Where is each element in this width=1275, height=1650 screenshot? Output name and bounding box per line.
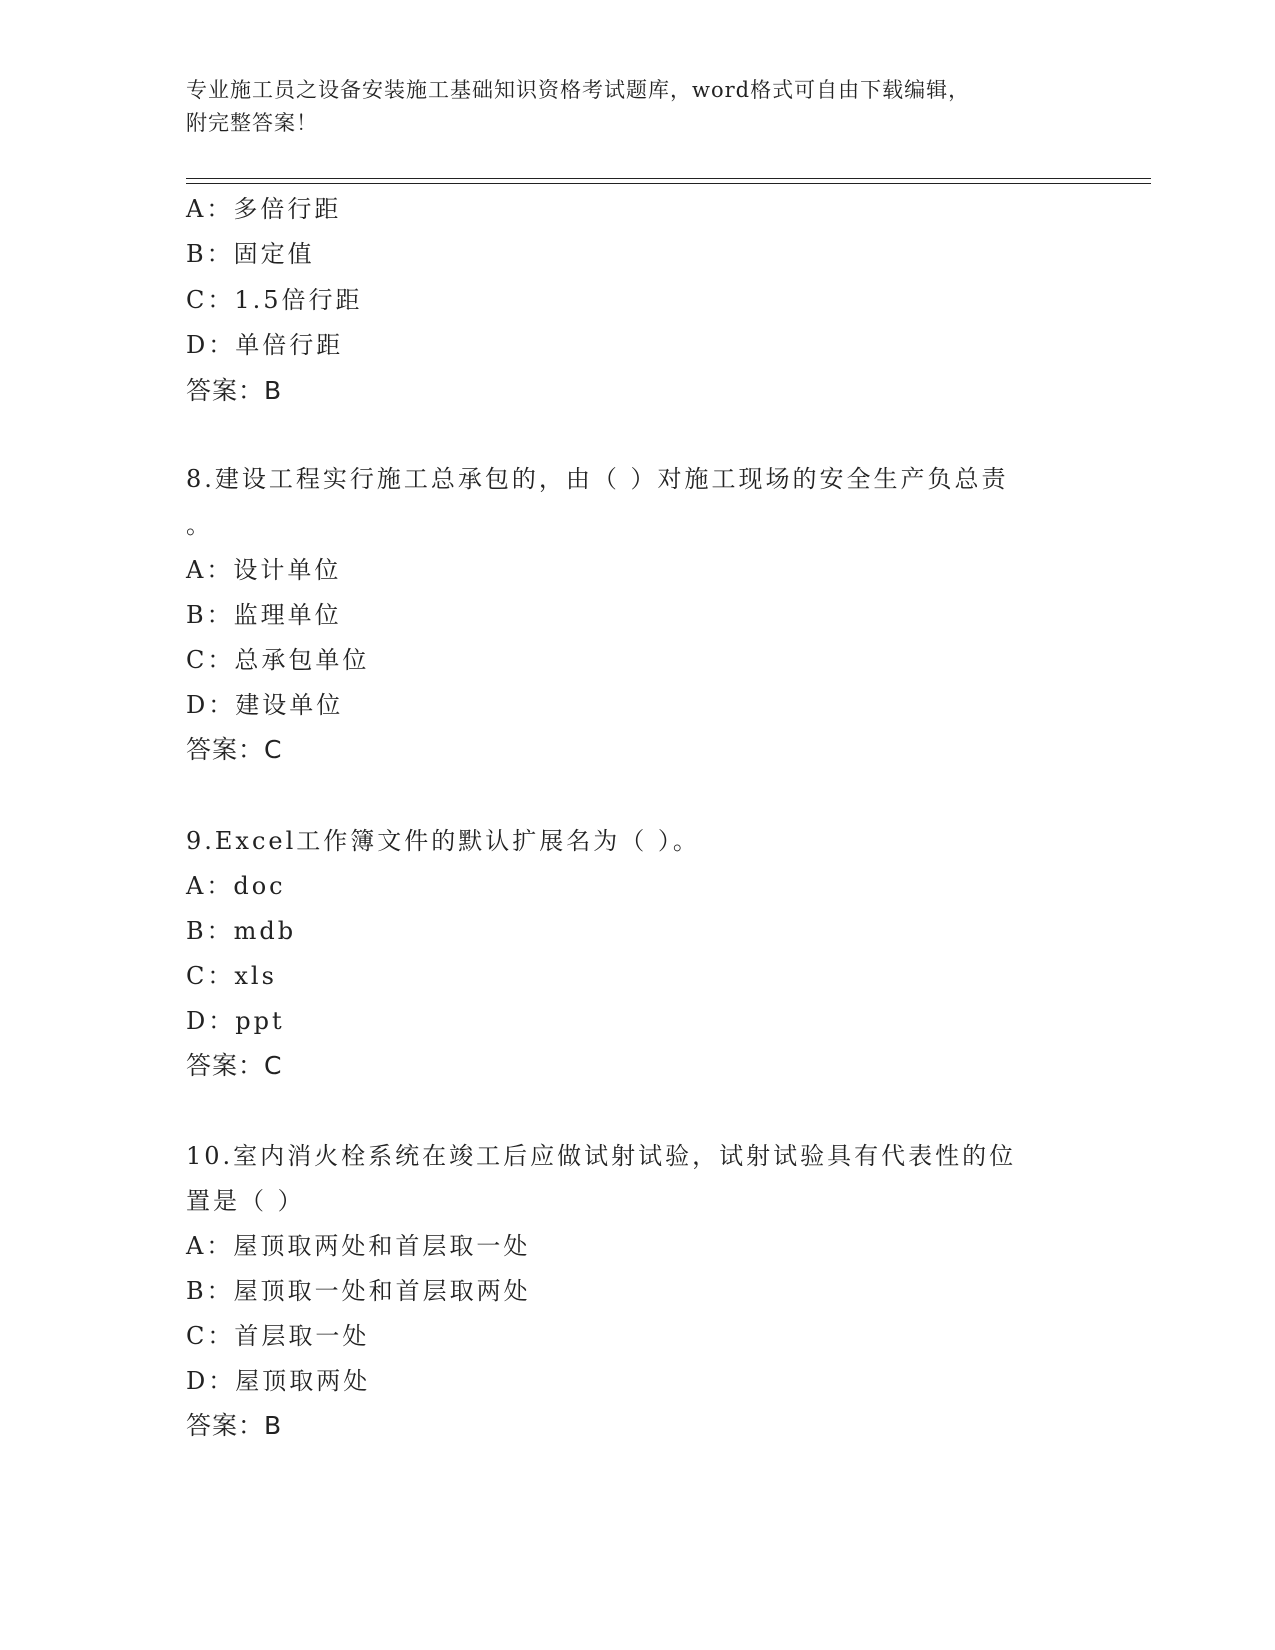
q9-option-d: D：ppt <box>186 1007 285 1035</box>
q8-option-c: C：总承包单位 <box>186 646 370 674</box>
q9-option-a: A：doc <box>186 872 286 900</box>
header-divider-top <box>186 178 1151 179</box>
q10-option-d: D：屋顶取两处 <box>186 1367 371 1395</box>
q9-question-line-1: 9.Excel工作簿文件的默认扩展名为（ ）。 <box>186 827 700 855</box>
q8-option-b: B：监理单位 <box>186 601 342 629</box>
q10-option-a: A：屋顶取两处和首层取一处 <box>186 1232 531 1260</box>
q10-question-line-1: 10.室内消火栓系统在竣工后应做试射试验，试射试验具有代表性的位 <box>186 1142 1017 1170</box>
q9-answer: 答案：C <box>186 1051 283 1080</box>
q8-question-line-1: 8.建设工程实行施工总承包的，由（ ）对施工现场的安全生产负总责 <box>186 465 1009 493</box>
q10-option-b: B：屋顶取一处和首层取两处 <box>186 1277 531 1305</box>
q8-option-d: D：建设单位 <box>186 691 344 719</box>
q8-option-a: A：设计单位 <box>186 556 342 584</box>
q8-answer: 答案：C <box>186 735 283 764</box>
q10-question-line-2: 置是（ ） <box>186 1187 305 1215</box>
q10-option-c: C：首层取一处 <box>186 1322 370 1350</box>
q8-question-line-2: 。 <box>186 511 213 539</box>
q7-answer: 答案：B <box>186 376 283 405</box>
document-header <box>186 74 1086 140</box>
header-divider-bottom <box>186 183 1151 184</box>
header-line-2: 附完整答案！ <box>186 111 318 135</box>
q10-answer: 答案：B <box>186 1411 283 1440</box>
header-line-1: 专业施工员之设备安装施工基础知识资格考试题库，word格式可自由下载编辑， <box>186 78 971 102</box>
q7-option-a: A：多倍行距 <box>186 195 342 223</box>
q7-option-d: D：单倍行距 <box>186 331 344 359</box>
q7-option-c: C：1.5倍行距 <box>186 286 363 314</box>
q7-option-b: B：固定值 <box>186 240 315 268</box>
q9-option-b: B：mdb <box>186 917 297 945</box>
q9-option-c: C：xls <box>186 962 277 990</box>
